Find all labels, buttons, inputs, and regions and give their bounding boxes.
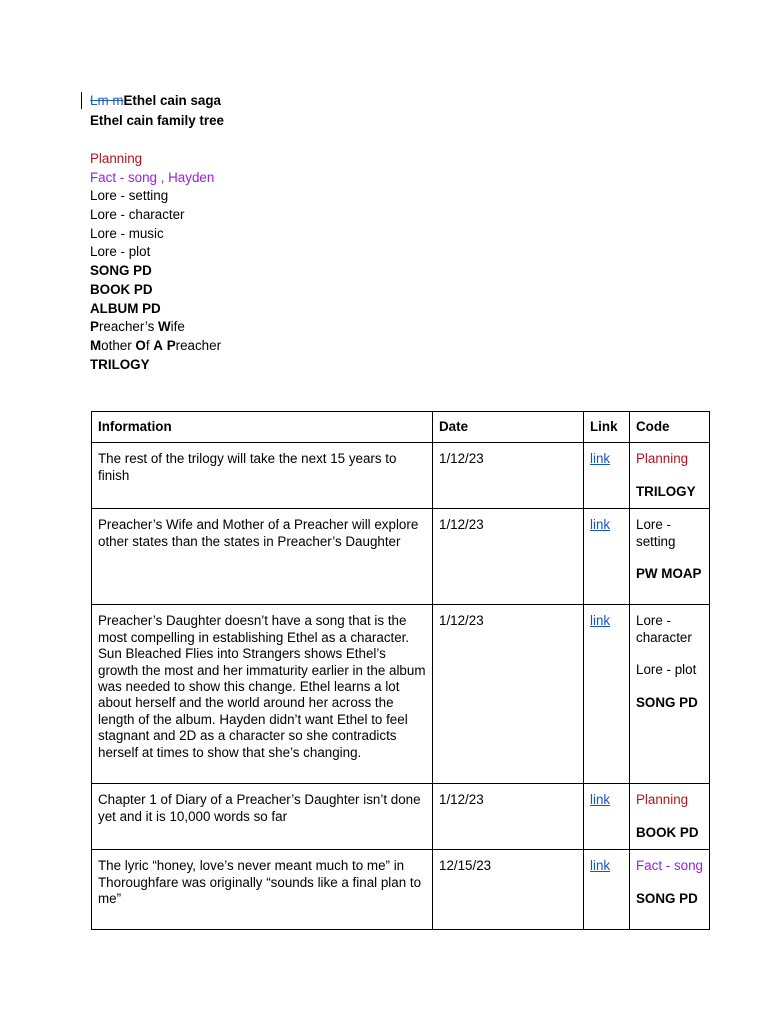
- word-reachers: reacher’s: [98, 319, 158, 335]
- code-lore-character: Lore - character: [636, 613, 692, 645]
- cell-info: The rest of the trilogy will take the next 15 years to finish: [92, 443, 433, 509]
- legend-lore-plot: Lore - plot: [90, 244, 151, 260]
- header-link: Link: [584, 412, 630, 443]
- legend-planning: Planning: [90, 151, 143, 166]
- cell-date: 1/12/23: [433, 443, 584, 509]
- legend-book-pd: BOOK PD: [90, 281, 153, 297]
- code-legend: [90, 150, 221, 374]
- cell-date: 1/12/23: [433, 509, 584, 605]
- source-link[interactable]: link: [590, 517, 611, 533]
- table-row: [92, 509, 710, 605]
- legend-fact-song: Fact - song , Hayden: [90, 169, 215, 185]
- cell-code: [630, 509, 710, 605]
- code-planning: Planning: [636, 451, 689, 467]
- cell-info: Chapter 1 of Diary of a Preacher’s Daughter isn’t done yet and it is 10,000 words so far: [92, 784, 433, 850]
- code-pw-moap: PW MOAP: [636, 566, 702, 582]
- initial-w: W: [158, 319, 171, 335]
- code-lore-plot: Lore - plot: [636, 662, 697, 678]
- legend-trilogy: TRILOGY: [90, 356, 150, 372]
- document-title[interactable]: [90, 93, 221, 108]
- title-text: Ethel cain saga: [123, 93, 221, 108]
- table-header-row: [92, 412, 710, 443]
- code-song-pd: SONG PD: [636, 694, 698, 710]
- source-link[interactable]: link: [590, 858, 611, 874]
- word-other: other: [101, 337, 136, 353]
- cell-link: [584, 443, 630, 509]
- cell-code: [630, 605, 710, 784]
- cell-link: [584, 605, 630, 784]
- initial-p: P: [90, 319, 99, 335]
- code-song-pd: SONG PD: [636, 890, 698, 906]
- header-code: Code: [630, 412, 710, 443]
- cell-info: The lyric “honey, love’s never meant much to me” in Thoroughfare was originally “sounds like a final plan to me”: [92, 850, 433, 930]
- word-reacher: reacher: [175, 337, 222, 353]
- info-table: [91, 411, 710, 930]
- header-date: Date: [433, 412, 584, 443]
- code-fact-song: Fact - song: [636, 858, 703, 874]
- initial-p2: P: [166, 337, 176, 353]
- cell-info: Preacher’s Daughter doesn’t have a song that is the most compelling in establishing Ethel as a character. Sun Bleached Flies into Strangers shows Ethel’s growth the most and her immaturity earlier in the album was needed to show this change. Ethel learns a lot about herself and the world around her across the length of the album. Hayden didn’t want Ethel to feel stagnant and 2D as a character so she contradicts herself at times to show that she’s changing.: [92, 605, 433, 784]
- code-trilogy: TRILOGY: [636, 483, 696, 499]
- legend-album-pd: ALBUM PD: [90, 300, 161, 316]
- initial-o: O: [135, 337, 146, 353]
- cell-date: 1/12/23: [433, 605, 584, 784]
- table-row: [92, 443, 710, 509]
- cell-link: [584, 784, 630, 850]
- initial-a: A: [153, 337, 163, 353]
- struck-text: Lm m: [90, 93, 124, 108]
- cell-code: [630, 850, 710, 930]
- cell-link: [584, 850, 630, 930]
- table-row: [92, 850, 710, 930]
- source-link[interactable]: link: [590, 451, 611, 467]
- cell-date: 12/15/23: [433, 850, 584, 930]
- text-cursor: [81, 92, 82, 109]
- source-link[interactable]: link: [590, 613, 611, 629]
- word-f: f: [145, 337, 154, 353]
- cell-info: Preacher’s Wife and Mother of a Preacher will explore other states than the states in Preacher’s Daughter: [92, 509, 433, 605]
- cell-date: 1/12/23: [433, 784, 584, 850]
- legend-mother-of-a-preacher: [90, 337, 221, 356]
- code-book-pd: BOOK PD: [636, 824, 699, 840]
- source-link[interactable]: link: [590, 792, 611, 808]
- cell-link: [584, 509, 630, 605]
- code-lore-setting: Lore - setting: [636, 517, 676, 549]
- initial-m: M: [90, 337, 102, 353]
- legend-lore-music: Lore - music: [90, 225, 164, 241]
- table-row: [92, 784, 710, 850]
- legend-lore-setting: Lore - setting: [90, 188, 169, 204]
- legend-song-pd: SONG PD: [90, 263, 152, 279]
- word-ife: ife: [170, 319, 185, 335]
- legend-lore-character: Lore - character: [90, 207, 185, 223]
- cell-code: [630, 443, 710, 509]
- document-subtitle: Ethel cain family tree: [90, 113, 224, 128]
- legend-preachers-wife: [90, 318, 221, 337]
- cell-code: [630, 784, 710, 850]
- code-planning: Planning: [636, 792, 689, 808]
- header-information: Information: [92, 412, 433, 443]
- table-row: [92, 605, 710, 784]
